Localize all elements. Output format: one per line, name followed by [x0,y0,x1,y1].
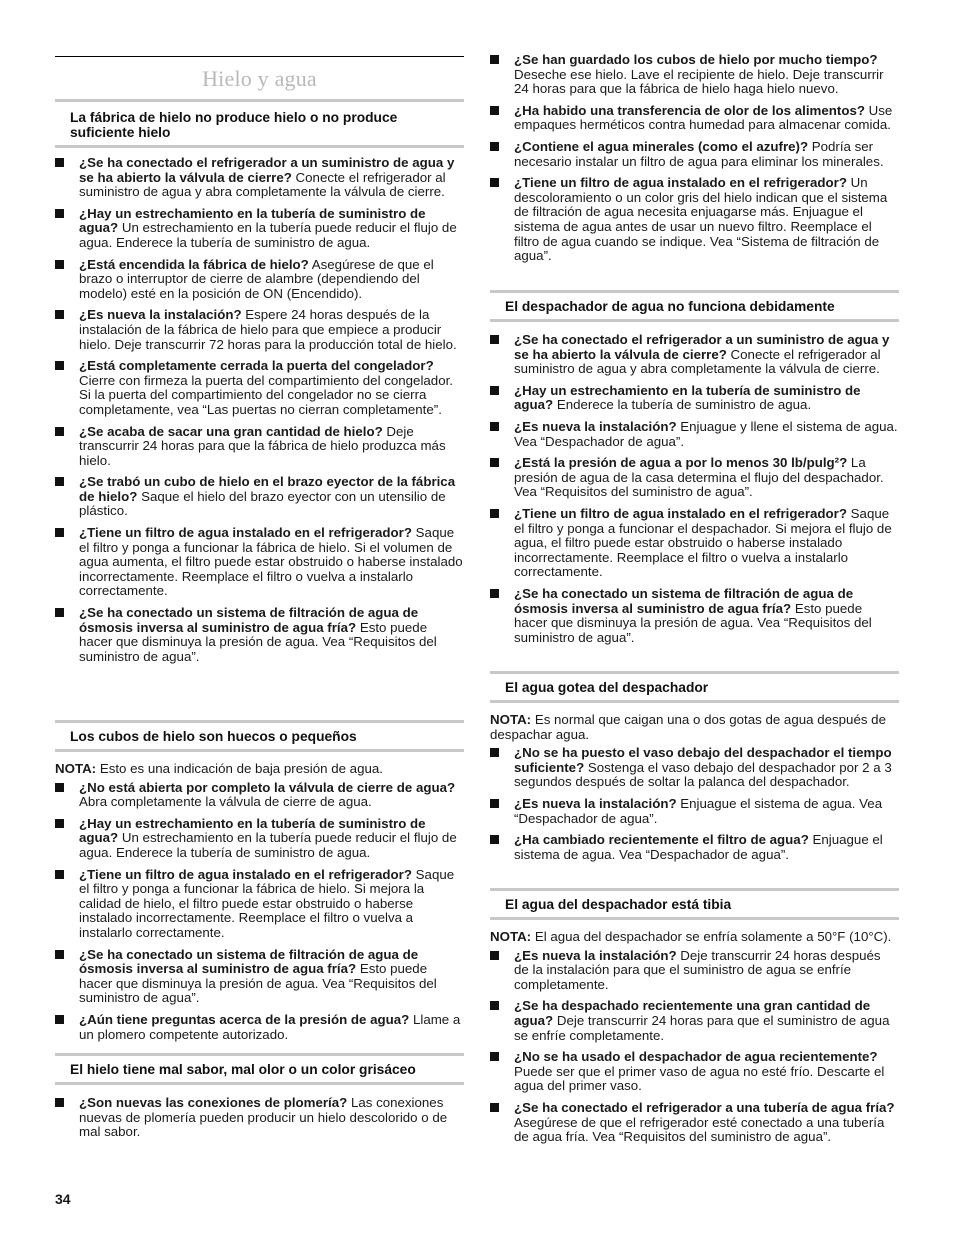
answer-text: Deseche ese hielo. Lave el recipiente de hielo. Deje transcurrir 24 horas para que la fábrica de hielo haga hielo nuevo. [514,66,884,97]
answer-text: Conecte el refrigerador al suministro de agua y abra completamente la válvula de cierre. [79,169,446,200]
answer-text: Conecte el refrigerador al suministro de agua y abra completamente la válvula de cierre. [514,346,881,377]
question-text: ¿Se ha conectado el refrigerador a una tubería de agua fría? [514,1099,895,1115]
question-list [55,1096,464,1140]
square-bullet-icon [490,55,499,64]
section-heading: La fábrica de hielo no produce hielo o no produce suficiente hielo [55,104,464,148]
question-text: ¿Hay un estrechamiento en la tubería de suministro de agua? [79,815,426,846]
square-bullet-icon [490,748,499,757]
page-number: 34 [55,1191,71,1207]
question-text: ¿Aún tiene preguntas acerca de la presión de agua? [79,1011,410,1027]
list-item [55,207,464,251]
answer-text: Enderece la tubería de suministro de agua. [553,397,812,413]
section-warm-water [490,888,899,1145]
answer-text: Cierre con firmeza la puerta del compartimiento del congelador. Si la puerta del compartimiento del congelador no se cierra completamente, vea “Las puertas no cierran completamente”. [79,372,453,417]
answer-text: Saque el filtro y ponga a funcionar la fábrica de hielo. Si el volumen de agua aumenta, el filtro puede estar obstruido o haberse instalado incorrectamente. Reemplace el filtro o vuelva a instalarlo correctamente. [79,525,463,599]
answer-text: Asegúrese de que el refrigerador esté conectado a una tubería de agua fría. Vea “Requisitos del suministro de agua”. [514,1114,885,1145]
list-item [490,999,899,1043]
square-bullet-icon [55,209,64,218]
note [490,713,899,742]
question-text: ¿Se han guardado los cubos de hielo por mucho tiempo? [514,52,878,67]
note [490,930,899,945]
section-hollow-small-cubes [55,720,464,1042]
list-item [55,425,464,469]
answer-text: Deje transcurrir 24 horas después de la instalación para que el suministro de agua se enfríe completamente. [514,947,881,992]
square-bullet-icon [490,835,499,844]
answer-text: Enjuague el sistema de agua. Vea “Despachador de agua”. [514,832,883,862]
answer-text: Un descoloramiento o un color gris del hielo indican que el sistema de filtración de agua necesita enjuagarse más. Enjuague el sistema de agua antes de usar un nuevo filtro. Reemplace el filtro de agua cuando se indique. Vea “Sistema de filtración de agua”. [514,175,888,264]
note-text: El agua del despachador se enfría solamente a 50°F (10°C). [531,929,892,944]
note-label: NOTA: [490,929,532,944]
note-text: Es normal que caigan una o dos gotas de agua después de despachar agua. [490,712,886,742]
list-item [490,53,899,97]
list-item [55,781,464,810]
square-bullet-icon [490,589,499,598]
answer-text: Abra completamente la válvula de cierre de agua. [79,794,372,810]
question-text: ¿No está abierta por completo la válvula de cierre de agua? [79,779,456,795]
note-label: NOTA: [55,761,97,776]
list-item [55,156,464,200]
list-item [490,587,899,645]
title-underline [55,99,464,102]
answer-text: Puede ser que el primer vaso de agua no esté frío. Descarte el agua del primer vaso. [514,1063,885,1094]
square-bullet-icon [490,1001,499,1010]
square-bullet-icon [490,386,499,395]
answer-text: Use empaques herméticos contra humedad para almacenar comida. [514,102,893,133]
section-heading: Los cubos de hielo son huecos o pequeños [55,720,464,752]
list-item [55,475,464,519]
square-bullet-icon [490,509,499,518]
question-text: ¿Se ha conectado un sistema de filtración de agua de ósmosis inversa al suministro de agua fría? [514,585,854,616]
square-bullet-icon [490,458,499,467]
list-item [490,1050,899,1094]
list-item [490,746,899,790]
list-item [55,606,464,664]
question-text: ¿Tiene un filtro de agua instalado en el refrigerador? [79,866,412,882]
list-item [490,797,899,826]
question-text: ¿Contiene el agua minerales (como el azufre)? [514,138,809,154]
square-bullet-icon [55,783,64,792]
answer-text: Un estrechamiento en la tubería puede reducir el flujo de agua. Enderece la tubería de suministro de agua. [79,220,457,250]
answer-text: Las conexiones nuevas de plomería pueden producir un hielo descolorido o de mal sabor. [79,1095,448,1140]
list-item [490,1101,899,1145]
answer-text: Un estrechamiento en la tubería puede reducir el flujo de agua. Enderece la tubería de suministro de agua. [79,830,457,860]
question-text: ¿Es nueva la instalación? [79,307,242,323]
answer-text: Podría ser necesario instalar un filtro de agua para eliminar los minerales. [514,138,884,169]
question-list [490,949,899,1145]
question-text: ¿Se ha conectado el refrigerador a un suministro de agua y se ha abierto la válvula de cierre? [514,332,890,362]
list-item [55,948,464,1006]
note-label: NOTA: [490,712,532,727]
list-item [490,384,899,413]
question-text: ¿Se ha conectado un sistema de filtración de agua de ósmosis inversa al suministro de agua fría? [79,946,419,977]
answer-text: Enjuague y llene el sistema de agua. Vea “Despachador de agua”. [514,418,898,449]
list-item [490,833,899,862]
square-bullet-icon [490,799,499,808]
section-heading: El hielo tiene mal sabor, mal olor o un color grisáceo [55,1053,464,1085]
square-bullet-icon [490,1052,499,1061]
square-bullet-icon [55,158,64,167]
answer-text: Espere 24 horas después de la instalación de la fábrica de hielo para que empiece a producir hielo. Deje transcurrir 72 horas para la producción total de hielo. [79,307,457,352]
list-item [55,1013,464,1042]
question-text: ¿No se ha puesto el vaso debajo del despachador el tiempo suficiente? [514,745,892,775]
question-text: ¿Se ha conectado un sistema de filtración de agua de ósmosis inversa al suministro de agua fría? [79,605,419,635]
section-bad-taste-continued [490,53,899,264]
list-item [55,817,464,861]
question-text: ¿Es nueva la instalación? [514,418,677,434]
square-bullet-icon [55,477,64,486]
list-item [55,1096,464,1140]
question-list [55,781,464,1043]
note-text: Esto es una indicación de baja presión de agua. [96,761,383,776]
square-bullet-icon [490,142,499,151]
list-item [55,359,464,417]
section-heading: El agua gotea del despachador [490,671,899,703]
question-text: ¿Es nueva la instalación? [514,947,677,963]
square-bullet-icon [55,310,64,319]
section-bad-taste-odor [55,1053,464,1140]
list-item [490,333,899,377]
section-heading: El agua del despachador está tibia [490,888,899,920]
square-bullet-icon [55,427,64,436]
section-dispenser-not-working [490,290,899,645]
question-text: ¿Se acaba de sacar una gran cantidad de hielo? [79,423,383,439]
square-bullet-icon [55,1098,64,1107]
section-dispenser-drips [490,671,899,862]
answer-text: Esto puede hacer que disminuya la presión de agua. Vea “Requisitos del suministro de agua”. [79,961,437,1006]
section-heading: El despachador de agua no funciona debidamente [490,290,899,322]
question-text: ¿Está encendida la fábrica de hielo? [79,256,309,272]
list-item [55,258,464,302]
question-text: ¿Está completamente cerrada la puerta del congelador? [79,358,434,374]
answer-text: Deje transcurrir 24 horas para que la fábrica de hielo produzca más hielo. [79,423,446,468]
list-item [490,949,899,993]
question-text: ¿Tiene un filtro de agua instalado en el refrigerador? [514,505,847,521]
question-text: ¿Tiene un filtro de agua instalado en el refrigerador? [514,175,847,191]
square-bullet-icon [490,106,499,115]
question-text: ¿Hay un estrechamiento en la tubería de suministro de agua? [514,382,861,413]
answer-text: Deje transcurrir 24 horas para que el suministro de agua se enfríe completamente. [514,1012,890,1043]
answer-text: Esto puede hacer que disminuya la presión de agua. Vea “Requisitos del suministro de agua”. [79,619,437,664]
list-item [490,104,899,133]
question-text: ¿Está la presión de agua a por lo menos 30 lb/pulg²? [514,455,848,471]
question-list [490,333,899,645]
top-rule [55,56,464,57]
question-text: ¿Son nuevas las conexiones de plomería? [79,1095,348,1110]
list-item [490,456,899,500]
question-text: ¿Se trabó un cubo de hielo en el brazo eyector de la fábrica de hielo? [79,474,456,504]
question-text: ¿Se ha conectado el refrigerador a un suministro de agua y se ha abierto la válvula de cierre? [79,155,455,185]
section-ice-maker-not-producing [55,104,464,664]
answer-text: Asegúrese de que el brazo o interruptor de cierre de alambre (dependiendo del modelo) esté en la posición de ON (Encendido). [79,256,434,301]
question-text: ¿Se ha despachado recientemente una gran cantidad de agua? [514,998,871,1028]
square-bullet-icon [490,951,499,960]
square-bullet-icon [55,608,64,617]
answer-text: Enjuague el sistema de agua. Vea “Despachador de agua”. [514,795,883,826]
square-bullet-icon [55,361,64,370]
square-bullet-icon [55,950,64,959]
square-bullet-icon [55,260,64,269]
square-bullet-icon [55,1015,64,1024]
answer-text: Esto puede hacer que disminuya la presión de agua. Vea “Requisitos del suministro de agua”. [514,600,872,645]
square-bullet-icon [490,178,499,187]
answer-text: Llame a un plomero competente autorizado. [79,1011,461,1042]
question-text: ¿No se ha usado el despachador de agua recientemente? [514,1049,878,1065]
list-item [490,420,899,449]
square-bullet-icon [490,335,499,344]
square-bullet-icon [490,1103,499,1112]
list-item [55,308,464,352]
answer-text: Saque el filtro y ponga a funcionar la fábrica de hielo. Si mejora la calidad de hielo, el filtro puede estar obstruido o haberse instalado incorrectamente. Reemplace el filtro o vuelva a instalarlo correctamente. [79,866,455,940]
question-list [55,156,464,664]
square-bullet-icon [55,528,64,537]
square-bullet-icon [55,870,64,879]
page-title: Hielo y agua [202,66,317,91]
list-item [490,507,899,580]
square-bullet-icon [490,422,499,431]
list-item [55,868,464,941]
list-item [55,526,464,599]
question-text: ¿Es nueva la instalación? [514,795,677,811]
question-list [490,53,899,264]
question-text: ¿Ha habido una transferencia de olor de los alimentos? [514,102,865,118]
question-list [490,746,899,862]
answer-text: Saque el filtro y ponga a funcionar el despachador. Si mejora el flujo de agua, el filtro puede estar obstruido o haberse instalado incorrectamente. Reemplace el filtro o vuelva a instalarlo correctamente. [514,505,892,580]
answer-text: Saque el hielo del brazo eyector con un utensilio de plástico. [79,488,446,519]
question-text: ¿Ha cambiado recientemente el filtro de agua? [514,832,809,848]
question-text: ¿Hay un estrechamiento en la tubería de suministro de agua? [79,205,426,236]
list-item [490,140,899,169]
note [55,762,464,777]
question-text: ¿Tiene un filtro de agua instalado en el refrigerador? [79,525,412,541]
list-item [490,176,899,264]
square-bullet-icon [55,819,64,828]
answer-text: Sostenga el vaso debajo del despachador por 2 a 3 segundos después de soltar la palanca del despachador. [514,759,892,790]
answer-text: La presión de agua de la casa determina el flujo del despachador. Vea “Requisitos del suministro de agua”. [514,455,884,500]
